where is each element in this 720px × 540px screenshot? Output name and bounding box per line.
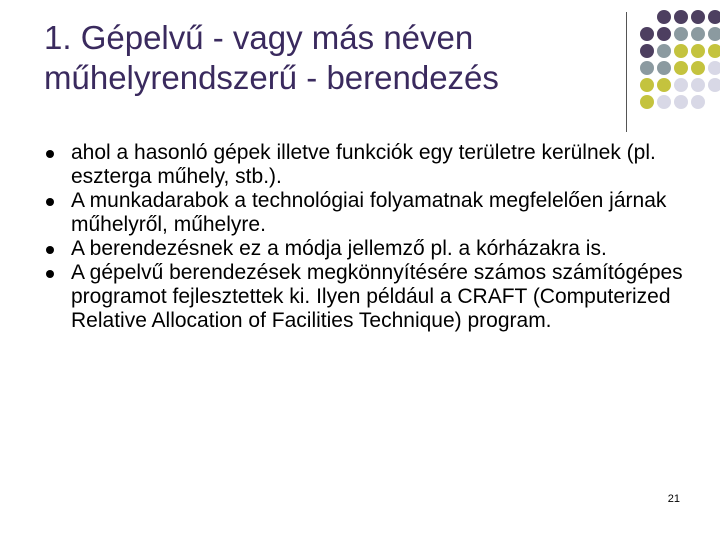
decor-dot-icon	[674, 95, 688, 109]
decor-dot-icon	[640, 78, 654, 92]
title-divider	[626, 12, 627, 132]
slide-title-line-1: 1. Gépelvű - vagy más néven	[44, 19, 474, 56]
decor-dot-icon	[674, 78, 688, 92]
slide-title	[44, 18, 624, 98]
decor-dot-icon	[708, 95, 720, 109]
bullet-list	[46, 141, 686, 333]
bullet-item	[46, 189, 686, 237]
decor-dot-icon	[640, 44, 654, 58]
bullet-dot-icon	[46, 198, 54, 206]
decor-dot-icon	[640, 10, 654, 24]
bullet-text: A gépelvű berendezések megkönnyítésére számos számítógépes programot fejlesztettek ki. Ilyen például a CRAFT (Computerized Relative Allocation of Facilities Technique) program.	[71, 261, 683, 332]
decor-dot-icon	[691, 10, 705, 24]
decor-dot-icon	[708, 10, 720, 24]
bullet-dot-icon	[46, 246, 54, 254]
decor-dot-icon	[691, 95, 705, 109]
decor-dot-icon	[691, 44, 705, 58]
decor-dot-icon	[657, 95, 671, 109]
decor-dot-icon	[657, 27, 671, 41]
decor-dot-icon	[657, 44, 671, 58]
decor-dot-icon	[674, 10, 688, 24]
decor-dot-icon	[691, 27, 705, 41]
decor-dot-icon	[640, 27, 654, 41]
decor-dot-icon	[657, 78, 671, 92]
page-number: 21	[667, 493, 680, 505]
decor-dot-icon	[657, 10, 671, 24]
bullet-dot-icon	[46, 150, 54, 158]
decor-dot-icon	[708, 61, 720, 75]
decor-dot-icon	[708, 27, 720, 41]
decor-dot-icon	[640, 95, 654, 109]
bullet-dot-icon	[46, 270, 54, 278]
decor-dot-icon	[691, 78, 705, 92]
decor-dot-icon	[674, 44, 688, 58]
decor-dot-icon	[691, 61, 705, 75]
bullet-text: ahol a hasonló gépek illetve funkciók egy területre kerülnek (pl. eszterga műhely, stb.).	[71, 141, 656, 188]
slide-title-line-2: műhelyrendszerű - berendezés	[44, 59, 499, 96]
bullet-item	[46, 237, 686, 261]
bullet-text: A berendezésnek ez a módja jellemző pl. a kórházakra is.	[71, 237, 607, 260]
decor-dot-icon	[657, 61, 671, 75]
bullet-item	[46, 141, 686, 189]
decor-dot-icon	[674, 27, 688, 41]
decor-dot-icon	[708, 78, 720, 92]
decor-dot-icon	[674, 61, 688, 75]
bullet-item	[46, 261, 686, 333]
bullet-text: A munkadarabok a technológiai folyamatnak megfelelően járnak műhelyről, műhelyre.	[71, 189, 667, 236]
decor-dot-icon	[708, 44, 720, 58]
decorative-dot-grid	[640, 10, 720, 109]
decor-dot-icon	[640, 61, 654, 75]
